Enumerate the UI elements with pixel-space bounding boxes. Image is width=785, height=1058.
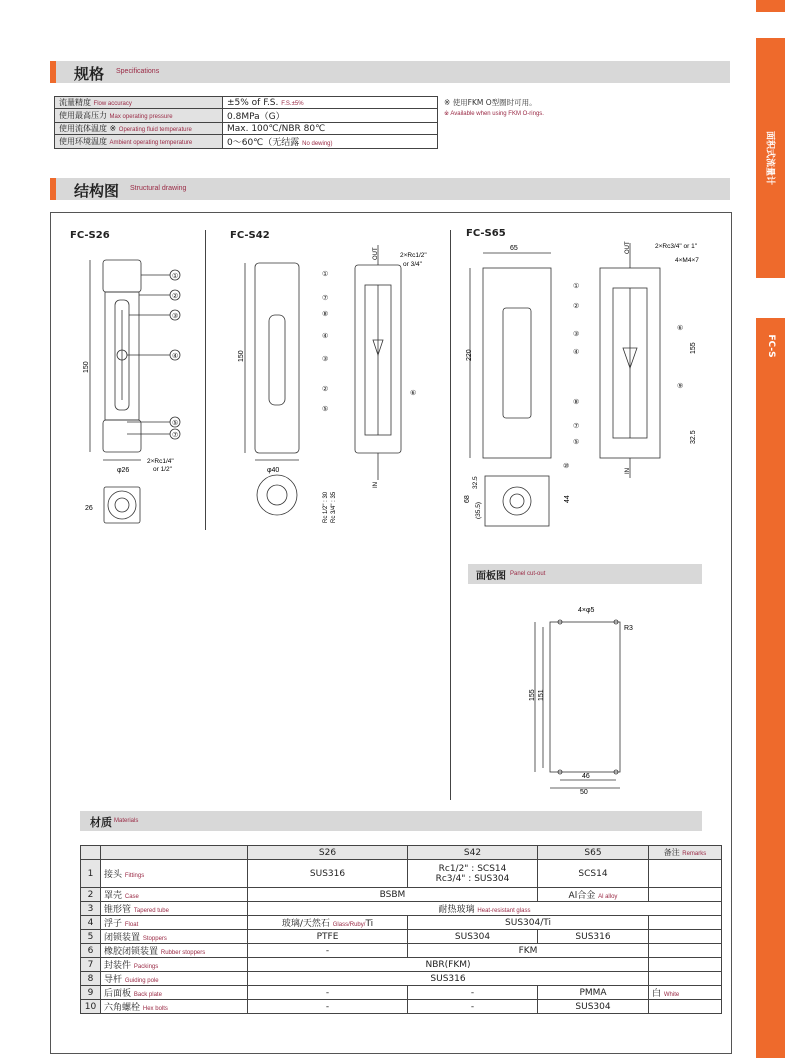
table-row: 6 橡胶闭锁装置 Rubber stoppers - FKM xyxy=(81,944,722,958)
structure-title-en: Structural drawing xyxy=(130,185,187,192)
svg-text:⑤: ⑤ xyxy=(573,439,580,446)
svg-text:OUT: OUT xyxy=(373,247,379,260)
svg-text:2×Rc1/4": 2×Rc1/4" xyxy=(147,458,174,465)
svg-text:⑦: ⑦ xyxy=(573,423,580,430)
spec-row: 流量精度 Flow accuracy ±5% of F.S. F.S.±5% xyxy=(55,97,438,109)
svg-text:155: 155 xyxy=(529,689,536,701)
table-header-row: S26 S42 S65 备注 Remarks xyxy=(81,846,722,860)
svg-text:②: ② xyxy=(172,293,179,300)
svg-text:①: ① xyxy=(573,283,580,290)
spec-note-en: ※ Available when using FKM O-rings. xyxy=(444,111,544,117)
svg-text:4×M4×7: 4×M4×7 xyxy=(675,257,699,264)
svg-text:⑥: ⑥ xyxy=(410,390,417,397)
svg-text:IN: IN xyxy=(373,482,379,488)
svg-text:②: ② xyxy=(573,303,580,310)
panel-cutout-drawing xyxy=(520,600,650,795)
divider xyxy=(205,230,206,530)
svg-text:Rc 1/2" : 30: Rc 1/2" : 30 xyxy=(323,491,329,523)
svg-text:26: 26 xyxy=(85,505,93,512)
fcs65-drawing xyxy=(455,238,710,538)
edge-tab-top xyxy=(756,0,785,12)
specs-title: 规格 xyxy=(74,65,105,83)
specs-header xyxy=(50,61,730,83)
svg-text:220: 220 xyxy=(466,349,473,361)
fcs42-drawing xyxy=(225,245,440,530)
svg-text:③: ③ xyxy=(573,331,580,338)
svg-text:⑥: ⑥ xyxy=(677,325,684,332)
svg-text:Rc 3/4" : 35: Rc 3/4" : 35 xyxy=(331,491,337,523)
specs-table xyxy=(54,96,438,149)
divider xyxy=(450,230,451,800)
side-tab-category[interactable]: 面积式流量计 xyxy=(756,38,785,278)
svg-text:150: 150 xyxy=(238,350,245,362)
svg-text:2×Rc3/4" or 1": 2×Rc3/4" or 1" xyxy=(655,243,698,250)
spec-row: 使用最高压力 Max operating pressure 0.8MPa（G） xyxy=(55,109,438,123)
svg-text:155: 155 xyxy=(690,342,697,354)
spec-note-cn: ※ 使用FKM O型圈时可用。 xyxy=(444,98,537,107)
svg-text:(35.5): (35.5) xyxy=(475,502,482,519)
table-row: 7 封装件 Packings NBR(FKM) xyxy=(81,958,722,972)
svg-text:φ40: φ40 xyxy=(267,467,280,474)
svg-text:④: ④ xyxy=(322,333,329,340)
side-tab-fcs[interactable]: FC-S xyxy=(756,318,785,1058)
table-row: 10 六角螺栓 Hex bolts - - SUS304 xyxy=(81,1000,722,1014)
svg-text:①: ① xyxy=(322,271,329,278)
svg-text:OUT: OUT xyxy=(625,241,631,254)
svg-text:③: ③ xyxy=(172,313,179,320)
svg-text:①: ① xyxy=(172,273,179,280)
svg-text:⑤: ⑤ xyxy=(172,420,179,427)
svg-text:44: 44 xyxy=(564,495,571,503)
svg-text:⑨: ⑨ xyxy=(677,383,684,390)
spec-row: 使用环境温度 Ambient operating temperature 0～60℃（无结露 No dewing) xyxy=(55,135,438,149)
fcs26-drawing xyxy=(75,250,200,530)
svg-text:or 1/2": or 1/2" xyxy=(153,466,172,473)
svg-text:⑤: ⑤ xyxy=(322,406,329,413)
specs-title-en: Specifications xyxy=(116,68,160,75)
svg-text:④: ④ xyxy=(573,349,580,356)
model-label-s42: FC-S42 xyxy=(230,230,270,241)
svg-text:④: ④ xyxy=(172,353,179,360)
table-row: 5 闭锁装置 Stoppers PTFE SUS304 SUS316 xyxy=(81,930,722,944)
panel-header: 面板图 Panel cut-out xyxy=(468,564,702,584)
svg-text:32.5: 32.5 xyxy=(472,476,479,489)
svg-text:or 3/4": or 3/4" xyxy=(403,261,422,268)
svg-text:R3: R3 xyxy=(624,625,633,632)
table-row: 4 浮子 Float 玻璃/天然石 Glass/Ruby/Ti SUS304/Ti xyxy=(81,916,722,930)
svg-text:2×Rc1/2": 2×Rc1/2" xyxy=(400,252,427,259)
table-row: 1 接头 Fittings SUS316 Rc1/2" : SCS14 Rc3/4" : SUS304 SCS14 xyxy=(81,860,722,888)
table-row: 9 后面板 Back plate - - PMMA 白 White xyxy=(81,986,722,1000)
structure-header xyxy=(50,178,730,200)
svg-text:150: 150 xyxy=(83,361,90,373)
svg-text:⑩: ⑩ xyxy=(563,463,570,470)
svg-text:68: 68 xyxy=(464,495,471,503)
svg-text:⑧: ⑧ xyxy=(322,311,329,318)
svg-text:151: 151 xyxy=(538,689,545,701)
svg-text:②: ② xyxy=(322,386,329,393)
svg-text:φ26: φ26 xyxy=(117,467,130,474)
svg-text:⑦: ⑦ xyxy=(172,432,179,439)
svg-text:32.5: 32.5 xyxy=(690,430,697,444)
materials-table xyxy=(80,845,722,1014)
table-row: 2 罩壳 Case BSBM Al合金 Al alloy xyxy=(81,888,722,902)
section-mark xyxy=(50,61,56,83)
svg-text:IN: IN xyxy=(625,468,631,474)
materials-header: 材质 Materials xyxy=(80,811,702,831)
structure-title: 结构图 xyxy=(74,182,120,200)
svg-text:⑦: ⑦ xyxy=(322,295,329,302)
svg-text:③: ③ xyxy=(322,356,329,363)
model-label-s26: FC-S26 xyxy=(70,230,110,241)
svg-text:46: 46 xyxy=(582,773,590,780)
table-row: 3 锥形管 Tapered tube 耐热玻璃 Heat-resistant glass xyxy=(81,902,722,916)
svg-text:⑧: ⑧ xyxy=(573,399,580,406)
svg-text:50: 50 xyxy=(580,789,588,795)
table-row: 8 导杆 Guiding pole SUS316 xyxy=(81,972,722,986)
svg-text:4×φ5: 4×φ5 xyxy=(578,607,595,614)
spec-row: 使用流体温度 ※ Operating fluid temperature Max. 100℃/NBR 80℃ xyxy=(55,123,438,135)
svg-text:65: 65 xyxy=(510,245,518,252)
section-mark xyxy=(50,178,56,200)
model-label-s65: FC-S65 xyxy=(466,228,506,239)
